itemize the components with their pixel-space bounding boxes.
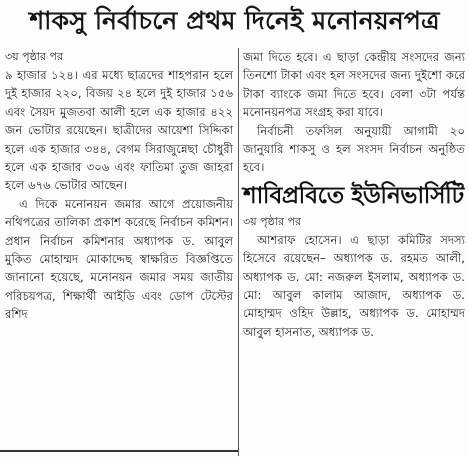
continued-from-note: ৩য় পৃষ্ঠার পর	[5, 50, 64, 63]
article-paragraph: এ দিকে মনোনয়ন জমার আগে প্রয়োজনীয় নথিপত্রের তালিকা প্রকাশ করেছে নির্বাচন কমিশন। প্রধান নির্বাচন কমিশনার অধ্যাপক ড. আবুল মুকিত মোহাম্মদ মোকাদ্দেছ স্বাক্ষরিত বিজ্ঞপ্তিতে জানানো হয়েছে, মনোনয়ন জমার সময় জাতীয় পরিচয়পত্র, শিক্ষার্থী আইডি এবং ডোপ টেস্টের রশিদ	[5, 196, 233, 322]
article-paragraph: ৯ হাজার ১২৪। এর মধ্যে ছাত্রদের শাহপরান হলে দুই হাজার ২২০, বিজয় ২৪ হলে দুই হাজার ১৫৬ এবং সৈয়দ মুজতবা আলী হলে এক হাজার ৪২২ জন ভোটার রয়েছেন। ছাত্রীদের আয়েশা সিদ্দিকা হলে এক হাজার ৩৪৪, বেগম সিরাজুন্নেছা চৌধুরী হলে এক হাজার ৩০৬ এবং ফাতিমা তুজ জাহরা হলে ৬৭৬ ভোটার আছেন।	[5, 68, 233, 193]
second-article-headline: শাবিপ্রবিতে ইউনিভার্সিটি	[243, 182, 464, 209]
article-paragraph: জমা দিতে হবে। এ ছাড়া কেন্দ্রীয় সংসদের জন্য তিনশো টাকা এবং হল সংসদের জন্য দুইশো করে টাকা ব্যাংকে জমা দিতে হবে। বেলা ৩টা পর্যন্ত মনোনয়নপত্র সংগ্রহ করা যাবে।	[243, 50, 465, 120]
next-article-edge	[0, 450, 238, 458]
left-column	[5, 48, 233, 324]
main-headline: শাকসু নির্বাচনে প্রথম দিনেই মনোনয়নপত্র	[29, 6, 440, 35]
continued-from-note: ৩য় পৃষ্ঠার পর	[243, 214, 302, 228]
right-column	[243, 48, 465, 341]
article-paragraph: আশরাফ হোসেন। এ ছাড়া কমিটির সদস্য হিসেবে রয়েছেন– অধ্যাপক ড. রহমত আলী, অধ্যাপক ড. মো: নজরুল ইসলাম, অধ্যাপক ড. মো: আবুল কালাম আজাদ, অধ্যাপক ড. মোহাম্মদ ওহিদ উল্লাহ, অধ্যাপক ড. মোহাম্মদ আবুল হাসনাত, অধ্যাপক ড.	[243, 232, 465, 339]
article-paragraph: নির্বাচনী তফসিল অনুযায়ী আগামী ২০ জানুয়ারি শাকসু ও হল সংসদ নির্বাচন অনুষ্ঠিত হবে।	[243, 123, 465, 175]
column-divider	[238, 48, 239, 456]
